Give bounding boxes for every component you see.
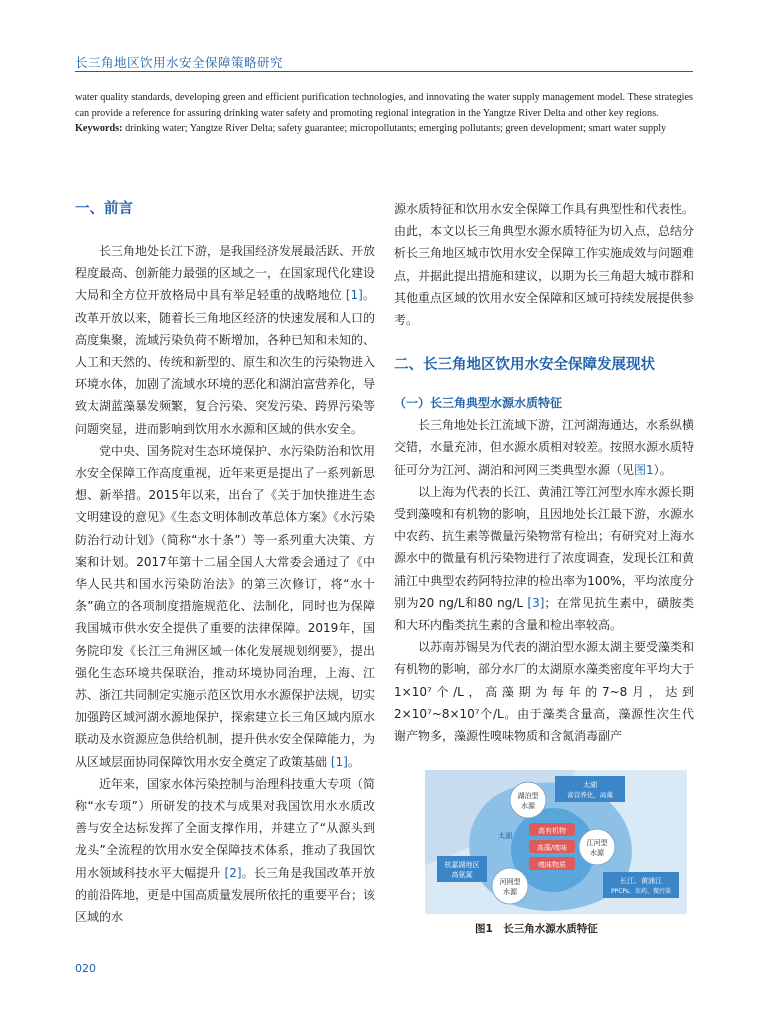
section-heading-status: 二、长三角地区饮用水安全保障发展现状 (394, 357, 655, 374)
keywords-text: drinking water; Yangtze River Delta; safety guarantee; micropollutants; emerging pollutants; green development; smart water supply (122, 123, 667, 135)
taihu-line2: 富营养化，高藻 (567, 791, 613, 799)
hangjia-line1: 杭嘉湖地区 (444, 861, 480, 869)
paragraph: 以苏南苏锡昊为代表的湖泊型水源太湖主要受藻类和有机物的影响，部分水厂的太湖原水藻类密度年平均大于1×10⁷个/L，高藻期为每年的7~8月，达到2×10⁷~8×10⁷个/L。由于藻类含量高，藻源性次生代谢产物多，藻源性嗅味物质和含氮消毒副产 (394, 640, 695, 744)
running-title: 长三角地区饮用水安全保障策略研究 (75, 55, 284, 70)
paragraph: 源水质特征和饮用水安全保障工作具有典型性和代表性。由此，本文以长三角典型水源水质特征为切入点，总结分析长三角地区城市饮用水安全保障工作实施成效与问题难点，并据此提出措施和建议，以期为长三角超大城市群和其他重点区域的饮用水安全保障和区域可持续发展提供参考。 (394, 202, 695, 328)
paragraph: 近年来，国家水体污染控制与治理科技重大专项（简称“水专项”）所研发的技术与成果对我国饮用水水质改善与安全达标发挥了全面支撑作用，并建立了“从源头到龙头”全流程的饮用水安全保障技术体系，推动了我国饮用水领域科技水平大幅提升 [2]。长三角是我国改革开放的前沿阵地，更是中国高质量发展所依托的重要平台；该区域的水 (75, 776, 376, 925)
network-type-line1: 河网型 (499, 878, 521, 886)
yangtze-line1: 长江、黄浦江 (620, 877, 662, 885)
network-type-line2: 水源 (503, 888, 517, 896)
center-label-1: 高有机物 (538, 827, 566, 835)
paragraph: 长三角地处长江下游，是我国经济发展最活跃、开放程度最高、创新能力最强的区域之一，在国家现代化建设大局和全方位开放格局中具有举足轻重的战略地位 [1]。改革开放以来，随着长三角地区经济的快速发展和人口的高度集聚，流域污染负荷不断增加，各种已知和未知的、人工和天然的、传统和新型的、原生和次生的污染物进入环境水体，加剧了流域水环境的恶化和湖泊富营养化，导致太湖蓝藻暴发频繁，复合污染、突发污染、跨界污染等问题突显，进而影响到饮用水水源和区域的供水安全。 (75, 244, 376, 436)
abstract-text: water quality standards, developing green and efficient purification technologies, and innovating the water supply management model. These strategies can provide a reference for assuring drinking water safety and promoting regional integration in the Yangtze River Delta and other key regions. (75, 92, 693, 119)
left-column (75, 198, 375, 928)
paragraph: 长三角地处长江流域下游，江河湖海通达，水系纵横交错，水量充沛，但水源水质相对较差。按照水源水质特征可分为江河、湖泊和河网三类典型水源（见图1）。 (394, 418, 695, 477)
lake-type-line2: 水源 (521, 802, 535, 810)
river-type-circle (579, 829, 615, 865)
lake-type-circle (510, 782, 546, 818)
paragraph: 党中央、国务院对生态环境保护、水污染防治和饮用水安全保障工作高度重视，近年来更是提出了一系列新思想、新举措。2015年以来，出台了《关于加快推进生态文明建设的意见》《生态文明体制改革总体方案》《水污染防治行动计划》（简称“水十条”）等一系列重大决策、方案和计划。2017年第十二届全国人大常委会通过了《中华人民共和国水污染防治法》的第三次修订，将“水十条”确立的各项制度措施规范化、法制化，同时也为保障我国城市供水安全提供了重要的法律保障。2019年，国务院印发《长江三角洲区域一体化发展规划纲要》，提出强化生态环境共保联治，推动环境协同治理，上海、江苏、浙江共同制定实施示范区饮用水水源保护法规，切实加强跨区域河湖水源地保护，探索建立长三角区域内原水联动及水资源应急供给机制，提升供水安全保障能力，为从区域层面协同保障饮用水安全奠定了政策基础 [1]。 (75, 443, 376, 769)
keywords-label: Keywords: (75, 123, 123, 135)
river-type-line1: 江河型 (586, 839, 608, 847)
abstract-block (75, 90, 693, 137)
taihu-line1: 太湖 (583, 781, 597, 789)
center-label-2: 高藻/嗅味 (536, 844, 568, 852)
header-rule (75, 71, 693, 72)
lake-type-line1: 湖泊型 (517, 792, 539, 800)
figure-link[interactable]: 图1 (634, 462, 654, 477)
yangtze-line2: PPCPs、农药、微污染 (610, 888, 672, 895)
figure-1 (425, 770, 687, 914)
water-source-diagram (425, 770, 687, 914)
citation-link[interactable]: [1] (345, 288, 363, 303)
subsection-heading: （一）长三角典型水源水质特征 (394, 396, 563, 411)
hangjia-line2: 高氨氮 (451, 871, 473, 879)
center-label-3: 嗅味物质 (538, 861, 566, 869)
citation-link[interactable]: [2] (224, 865, 242, 880)
river-type-line2: 水源 (590, 849, 604, 857)
network-type-circle (492, 868, 528, 904)
section-heading-intro: 一、前言 (75, 201, 133, 217)
citation-link[interactable]: [1] (330, 754, 348, 769)
figure-caption: 图1 长三角水源水质特征 (475, 923, 598, 935)
lake-small-label: 太湖 (498, 832, 512, 840)
paragraph: 以上海为代表的长江、黄浦江等江河型水库水源长期受到藻嗅和有机物的影响，且因地处长江最下游，水源水中农药、抗生素等微量污染物常有检出；有研究对上海水源水中的微量有机污染物进行了浓度调查，发现长江和黄浦江中典型农药阿特拉津的检出率为100%，平均浓度分别为20 ng/L和80 ng/L [3]；在常见抗生素中，磺胺类和大环内酯类抗生素的含量和检出率较高。 (394, 484, 695, 633)
page-number: 020 (75, 962, 96, 975)
citation-link[interactable]: [3] (527, 595, 545, 610)
right-column (394, 198, 694, 747)
